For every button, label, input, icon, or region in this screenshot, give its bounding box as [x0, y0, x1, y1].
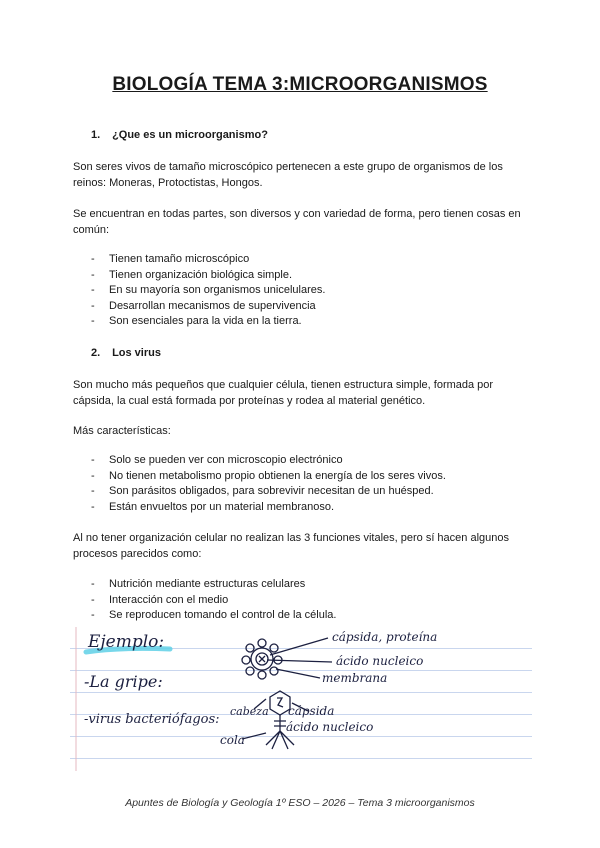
flu-virus-sketch — [242, 638, 332, 679]
list-dash: - — [91, 609, 95, 622]
section-2-heading — [91, 347, 161, 359]
list-item: - Se reproducen tomando el control de la célula. — [91, 608, 336, 624]
section-2-list-2 — [91, 577, 336, 624]
handwritten-ejemplo: Ejemplo: — [88, 632, 165, 652]
list-item: - Solo se pueden ver con microscopio electrónico — [91, 453, 446, 469]
handwritten-notes-drawing — [70, 627, 532, 771]
list-dash: - — [91, 593, 95, 606]
list-dash: - — [91, 315, 95, 328]
section-2-heading-text: Los virus — [112, 347, 161, 359]
handwritten-notes-photo — [70, 627, 532, 771]
handwritten-cabeza: cabeza — [230, 705, 269, 718]
list-item: - Tienen tamaño microscópico — [91, 252, 325, 268]
section-1-heading-text: ¿Que es un microorganismo? — [112, 129, 268, 141]
handwritten-gripe: -La gripe: — [84, 672, 163, 691]
list-item: - Están envueltos por un material membranoso. — [91, 500, 446, 516]
handwritten-capsida: cápsida — [288, 704, 335, 718]
page-title: BIOLOGÍA TEMA 3:MICROORGANISMOS — [112, 74, 488, 95]
list-item: - Nutrición mediante estructuras celulares — [91, 577, 336, 593]
list-dash: - — [91, 500, 95, 513]
list-item: - Son parásitos obligados, para sobrevivir necesitan de un huésped. — [91, 484, 446, 500]
section-2-paragraph-2: Más características: — [73, 425, 171, 437]
list-dash: - — [91, 454, 95, 466]
handwritten-bacteriofagos: -virus bacteriófagos: — [84, 712, 220, 727]
list-dash: - — [91, 253, 95, 265]
section-2-paragraph-1: Son mucho más pequeños que cualquier célula, tienen estructura simple, formada por cápsida, la cual está formada por proteínas y rodea al material genético. — [73, 379, 494, 407]
list-item: - Tienen organización biológica simple. — [91, 268, 325, 284]
handwritten-membrana: membrana — [322, 671, 388, 685]
handwritten-acido-nucleico-2: ácido nucleico — [286, 720, 374, 734]
section-2-paragraph-3: Al no tener organización celular no realizan las 3 funciones vitales, pero sí hacen algunos procesos parecidos como: — [73, 532, 509, 560]
handwritten-capsida-proteina: cápsida, proteína — [332, 630, 438, 644]
handwritten-cola: cola — [220, 733, 245, 747]
list-item: - Desarrollan mecanismos de supervivencia — [91, 299, 325, 315]
list-dash: - — [91, 469, 95, 482]
section-1-number: 1. — [91, 129, 101, 141]
handwritten-acido-nucleico-1: ácido nucleico — [336, 654, 424, 668]
list-dash: - — [91, 284, 95, 297]
list-item: - No tienen metabolismo propio obtienen la energía de los seres vivos. — [91, 469, 446, 485]
list-dash: - — [91, 268, 95, 281]
section-1-heading — [91, 129, 268, 141]
list-item: - Interacción con el medio — [91, 593, 336, 609]
list-dash: - — [91, 485, 95, 498]
page-footer: Apuntes de Biología y Geología 1º ESO – 2026 – Tema 3 microorganismos — [125, 797, 475, 809]
list-item: - En su mayoría son organismos unicelulares. — [91, 283, 325, 299]
section-1-list — [91, 252, 325, 330]
section-2-list — [91, 453, 446, 515]
section-1-paragraph-2: Se encuentran en todas partes, son diversos y con variedad de forma, pero tienen cosas en común: — [73, 208, 521, 236]
section-2-number: 2. — [91, 347, 101, 359]
list-item: - Son esenciales para la vida en la tierra. — [91, 314, 325, 330]
section-1-paragraph-1: Son seres vivos de tamaño microscópico pertenecen a este grupo de organismos de los reinos: Moneras, Protoctistas, Hongos. — [73, 161, 503, 189]
list-dash: - — [91, 578, 95, 590]
list-dash: - — [91, 299, 95, 312]
